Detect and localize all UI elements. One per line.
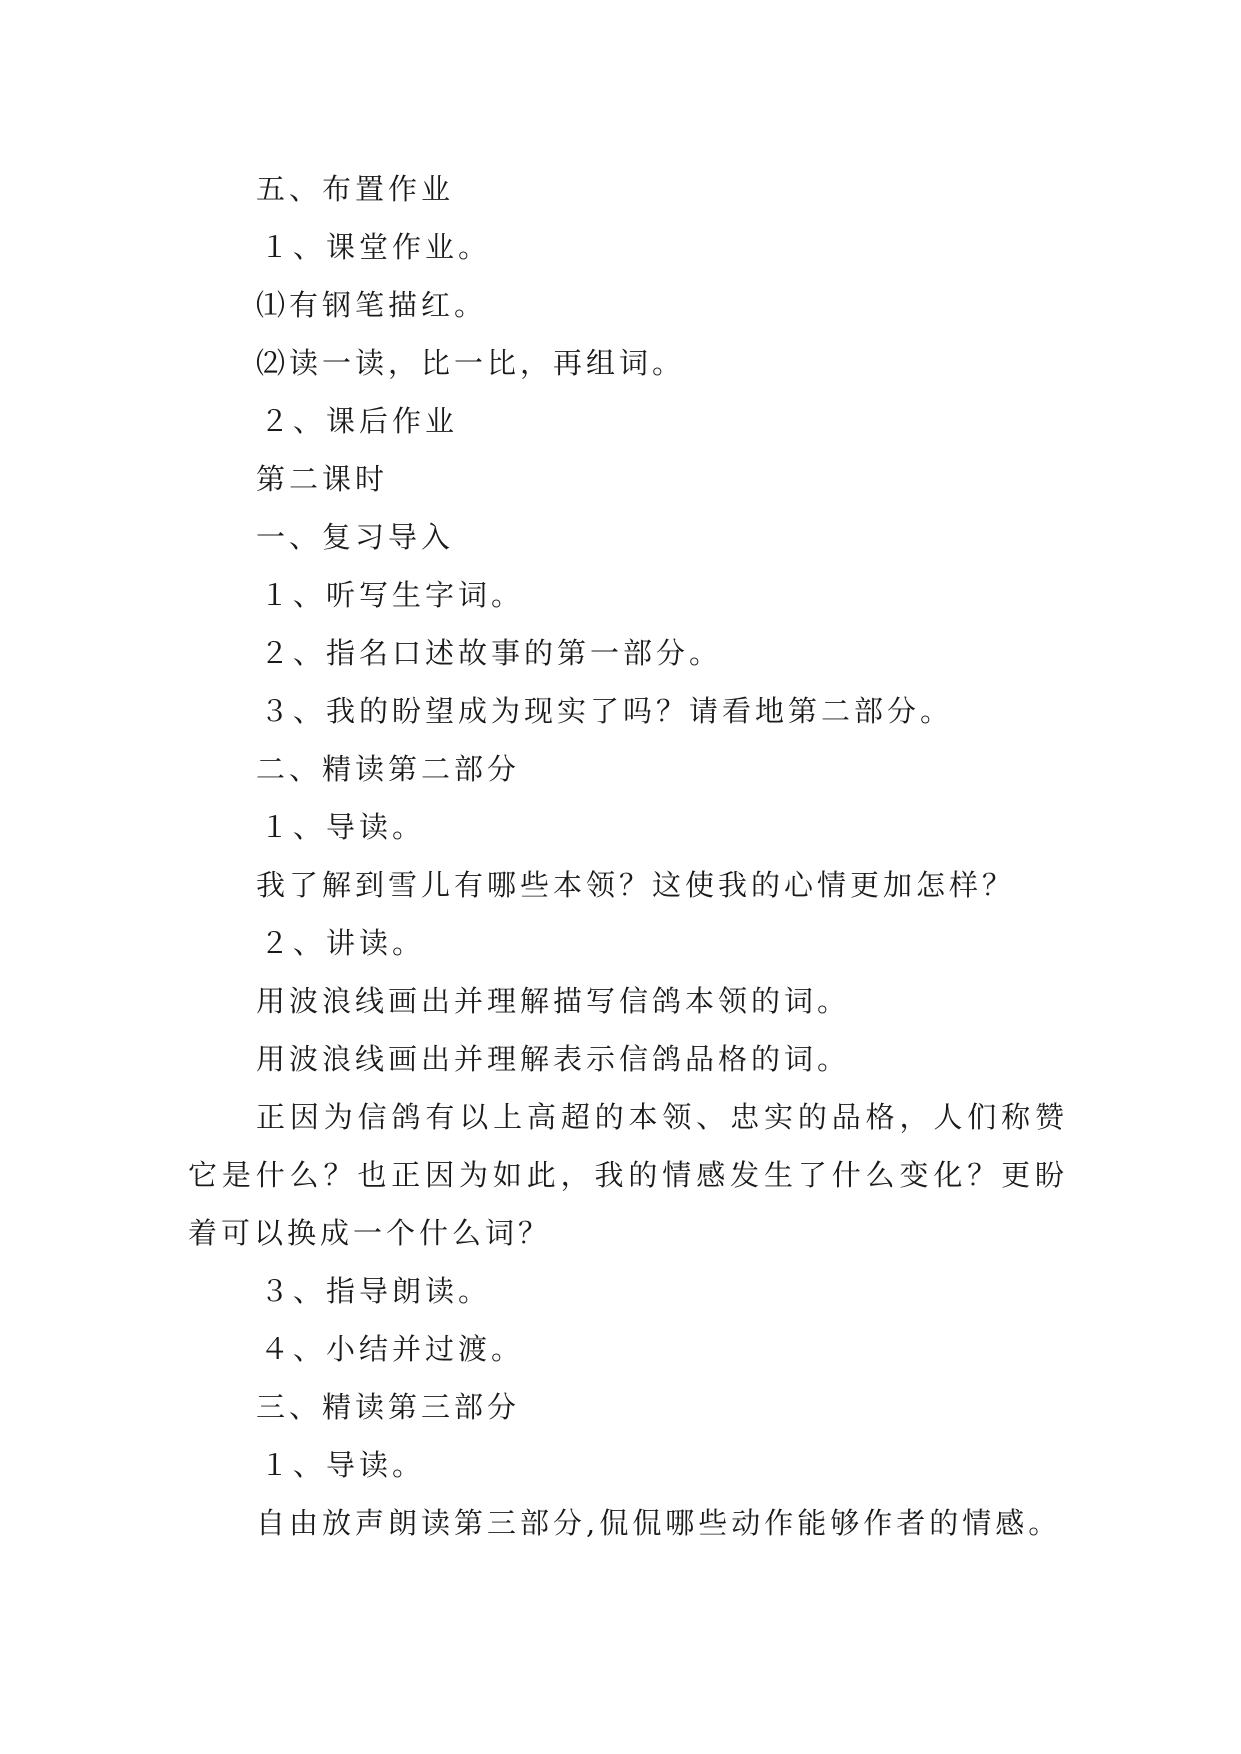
text-line: ３、指导朗读。 bbox=[260, 1274, 492, 1308]
heading-review: 一、复习导入 bbox=[256, 520, 455, 554]
text-line: ⑴有钢笔描红。 bbox=[256, 288, 488, 322]
text-line: １、课堂作业。 bbox=[260, 230, 492, 264]
heading-read-part-three: 三、精读第三部分 bbox=[256, 1390, 521, 1424]
text-line: ３、我的盼望成为现实了吗？请看地第二部分。 bbox=[260, 694, 954, 728]
text-line: 用波浪线画出并理解描写信鸽本领的词。 bbox=[256, 984, 851, 1018]
text-line: １、听写生字词。 bbox=[260, 578, 525, 612]
heading-second-lesson: 第二课时 bbox=[256, 462, 389, 496]
text-line: ２、课后作业 bbox=[260, 404, 459, 438]
document-body bbox=[188, 160, 1068, 1552]
text-line: １、导读。 bbox=[260, 1448, 426, 1482]
text-line: ２、指名口述故事的第一部分。 bbox=[260, 636, 723, 670]
body-paragraph: 正因为信鸽有以上高超的本领、忠实的品格，人们称赞它是什么？也正因为如此，我的情感发生了什么变化？更盼着可以换成一个什么词？ bbox=[188, 1100, 1068, 1250]
text-line: ２、讲读。 bbox=[260, 926, 426, 960]
text-line: 自由放声朗读第三部分,侃侃哪些动作能够作者的情感。 bbox=[256, 1506, 1062, 1540]
text-line: ⑵读一读，比一比，再组词。 bbox=[256, 346, 686, 380]
heading-read-part-two: 二、精读第二部分 bbox=[256, 752, 521, 786]
text-line: 用波浪线画出并理解表示信鸽品格的词。 bbox=[256, 1042, 851, 1076]
heading-assign-homework: 五、布置作业 bbox=[256, 172, 455, 206]
text-line: 我了解到雪儿有哪些本领？这使我的心情更加怎样？ bbox=[256, 868, 1016, 902]
text-line: １、导读。 bbox=[260, 810, 426, 844]
text-line: ４、小结并过渡。 bbox=[260, 1332, 525, 1366]
